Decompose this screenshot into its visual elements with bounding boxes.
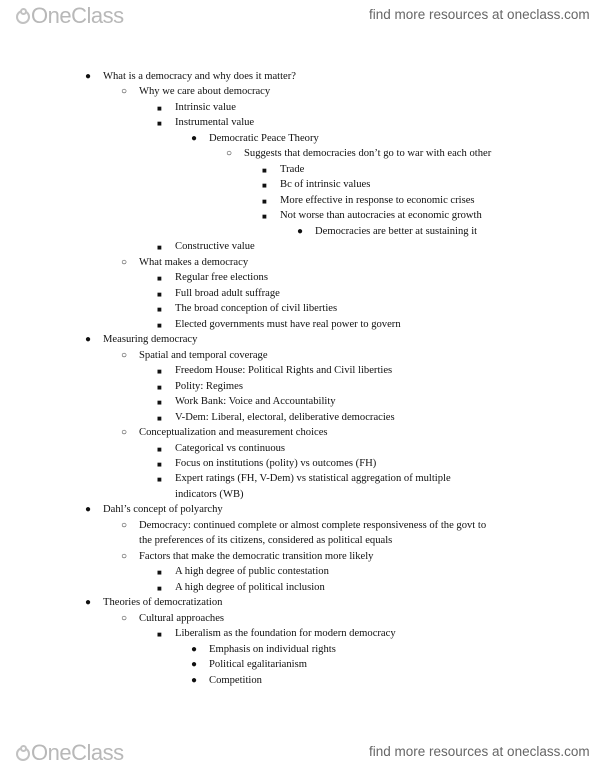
outline-item — [262, 209, 482, 222]
outline-item — [85, 503, 223, 516]
square-bullet-icon: ■ — [157, 398, 162, 408]
outline-item — [157, 411, 395, 424]
outline-item — [121, 85, 271, 98]
disc-bullet-icon: ● — [191, 674, 198, 686]
outline-item — [85, 596, 223, 609]
outline-item — [226, 147, 492, 160]
logo-text: OneClass — [31, 3, 124, 28]
outline-item — [157, 287, 280, 300]
outline-item — [121, 550, 374, 563]
oneclass-logo-footer[interactable] — [16, 740, 124, 766]
circle-bullet-icon: ○ — [121, 550, 128, 562]
square-bullet-icon: ■ — [157, 475, 162, 485]
outline-item — [157, 302, 338, 315]
outline-item-text: What is a democracy and why does it matter? — [103, 71, 296, 82]
outline-item — [121, 519, 487, 532]
disc-bullet-icon: ● — [85, 504, 92, 516]
circle-bullet-icon: ○ — [121, 86, 128, 98]
outline-item — [157, 565, 329, 578]
outline-item-text: Focus on institutions (polity) vs outcomes (FH) — [175, 458, 377, 469]
outline-item-text: A high degree of political inclusion — [175, 581, 325, 593]
outline-item — [297, 225, 478, 238]
outline-item-text: More effective in response to economic crises — [280, 194, 475, 206]
outline-item — [157, 240, 255, 253]
footer-tagline[interactable]: find more resources at oneclass.com — [369, 744, 590, 759]
square-bullet-icon: ■ — [157, 243, 162, 253]
disc-bullet-icon: ● — [297, 225, 304, 237]
outline-item-text: Categorical vs continuous — [175, 442, 286, 454]
outline-item-text: Competition — [209, 674, 262, 686]
outline-item — [85, 333, 198, 346]
outline-item — [157, 116, 255, 129]
outline-item — [139, 534, 392, 547]
square-bullet-icon: ■ — [262, 165, 267, 175]
outline-item — [157, 581, 325, 594]
outline-item-text: Instrumental value — [175, 117, 255, 129]
outline-item — [262, 163, 305, 176]
outline-item-text: Cultural approaches — [139, 612, 225, 624]
outline-item — [157, 472, 451, 485]
outline-item — [157, 271, 268, 284]
outline-item — [157, 364, 393, 377]
outline-item — [121, 426, 328, 439]
square-bullet-icon: ■ — [157, 320, 162, 330]
outline-item-text: Freedom House: Political Rights and Civil liberties — [175, 365, 393, 377]
circle-bullet-icon: ○ — [121, 519, 128, 531]
outline-item-text: Factors that make the democratic transition more likely — [139, 550, 374, 562]
outline-item-text: Emphasis on individual rights — [209, 643, 336, 655]
outline-item-text: What makes a democracy — [139, 256, 249, 268]
outline-item — [191, 643, 336, 656]
outline-item-text: Spatial and temporal coverage — [139, 349, 268, 361]
outline-item — [121, 612, 225, 625]
oneclass-logo-header[interactable] — [16, 3, 124, 29]
outline-item-text: the preferences of its citizens, considered as political equals — [139, 535, 393, 547]
square-bullet-icon: ■ — [157, 460, 162, 469]
outline-item-text: Democratic Peace Theory — [209, 132, 319, 144]
square-bullet-icon: ■ — [157, 305, 162, 315]
outline-item-text: Not worse than autocracies at economic growth — [280, 210, 482, 222]
outline-item-text: V-Dem: Liberal, electoral, deliberative democracies — [175, 411, 395, 423]
outline-item-text: The broad conception of civil liberties — [175, 303, 338, 315]
oneclass-logo-icon — [16, 10, 30, 24]
oneclass-logo-icon — [16, 747, 30, 761]
outline-item-text: Polity: Regimes — [175, 380, 243, 392]
outline-item-text: Elected governments must have real power to govern — [175, 318, 401, 330]
square-bullet-icon: ■ — [157, 413, 162, 423]
outline-item — [191, 674, 262, 687]
circle-bullet-icon: ○ — [226, 148, 233, 160]
circle-bullet-icon: ○ — [121, 612, 128, 624]
circle-bullet-icon: ○ — [121, 349, 128, 361]
outline-item — [121, 349, 268, 362]
outline-item-text: Trade — [280, 163, 305, 175]
disc-bullet-icon: ● — [85, 71, 92, 82]
square-bullet-icon: ■ — [262, 212, 267, 222]
outline-item-text: Regular free elections — [175, 272, 268, 284]
square-bullet-icon: ■ — [157, 630, 162, 640]
outline-item-text: Dahl’s concept of polyarchy — [103, 504, 223, 516]
outline-item-text: Why we care about democracy — [139, 86, 271, 98]
outline-item-text: Full broad adult suffrage — [175, 287, 280, 299]
outline-item-text: Bc of intrinsic values — [280, 179, 371, 191]
outline-item — [157, 101, 236, 114]
outline-item — [191, 132, 319, 145]
outline-item-text: Suggests that democracies don’t go to war with each other — [244, 148, 492, 160]
outline-item — [191, 658, 307, 671]
outline-item-text: A high degree of public contestation — [175, 566, 329, 578]
outline-item — [157, 457, 377, 470]
square-bullet-icon: ■ — [157, 382, 162, 392]
outline-item-text: Liberalism as the foundation for modern democracy — [175, 628, 396, 640]
outline-item-text: Theories of democratization — [103, 597, 223, 609]
outline-item — [157, 442, 286, 455]
outline-item-text: indicators (WB) — [175, 488, 244, 500]
outline-item — [85, 70, 296, 83]
square-bullet-icon: ■ — [157, 583, 162, 593]
square-bullet-icon: ■ — [157, 274, 162, 284]
outline-item-text: Measuring democracy — [103, 334, 198, 346]
square-bullet-icon: ■ — [262, 196, 267, 206]
outline-item — [157, 380, 243, 393]
header-tagline[interactable]: find more resources at oneclass.com — [369, 7, 590, 22]
disc-bullet-icon: ● — [191, 132, 198, 144]
disc-bullet-icon: ● — [85, 597, 92, 609]
square-bullet-icon: ■ — [262, 181, 267, 191]
disc-bullet-icon: ● — [85, 334, 92, 346]
logo-text: OneClass — [31, 740, 124, 765]
outline-item — [157, 627, 396, 640]
outline-item-text: Intrinsic value — [175, 101, 236, 113]
outline-item — [157, 395, 336, 408]
disc-bullet-icon: ● — [191, 643, 198, 655]
circle-bullet-icon: ○ — [121, 427, 128, 439]
outline-item-text: Democracies are better at sustaining it — [315, 225, 478, 237]
outline-item — [262, 194, 475, 207]
outline-item-text: Democracy: continued complete or almost complete responsiveness of the govt to — [139, 519, 487, 531]
disc-bullet-icon: ● — [191, 659, 198, 671]
outline-item-text: Work Bank: Voice and Accountability — [175, 396, 336, 408]
outline-item — [175, 488, 244, 501]
outline-item — [157, 318, 401, 331]
square-bullet-icon: ■ — [157, 103, 162, 113]
outline-item-text: Expert ratings (FH, V-Dem) vs statistical aggregation of multiple — [175, 473, 451, 485]
outline-item-text: Political egalitarianism — [209, 659, 307, 671]
outline-item-text: Conceptualization and measurement choices — [139, 427, 328, 439]
outline-item-text: Constructive value — [175, 241, 255, 253]
square-bullet-icon: ■ — [157, 367, 162, 377]
square-bullet-icon: ■ — [157, 568, 162, 578]
circle-bullet-icon: ○ — [121, 256, 128, 268]
square-bullet-icon: ■ — [157, 119, 162, 129]
outline-item — [121, 256, 249, 269]
square-bullet-icon: ■ — [157, 289, 162, 299]
square-bullet-icon: ■ — [157, 444, 162, 454]
outline-item — [262, 178, 371, 191]
